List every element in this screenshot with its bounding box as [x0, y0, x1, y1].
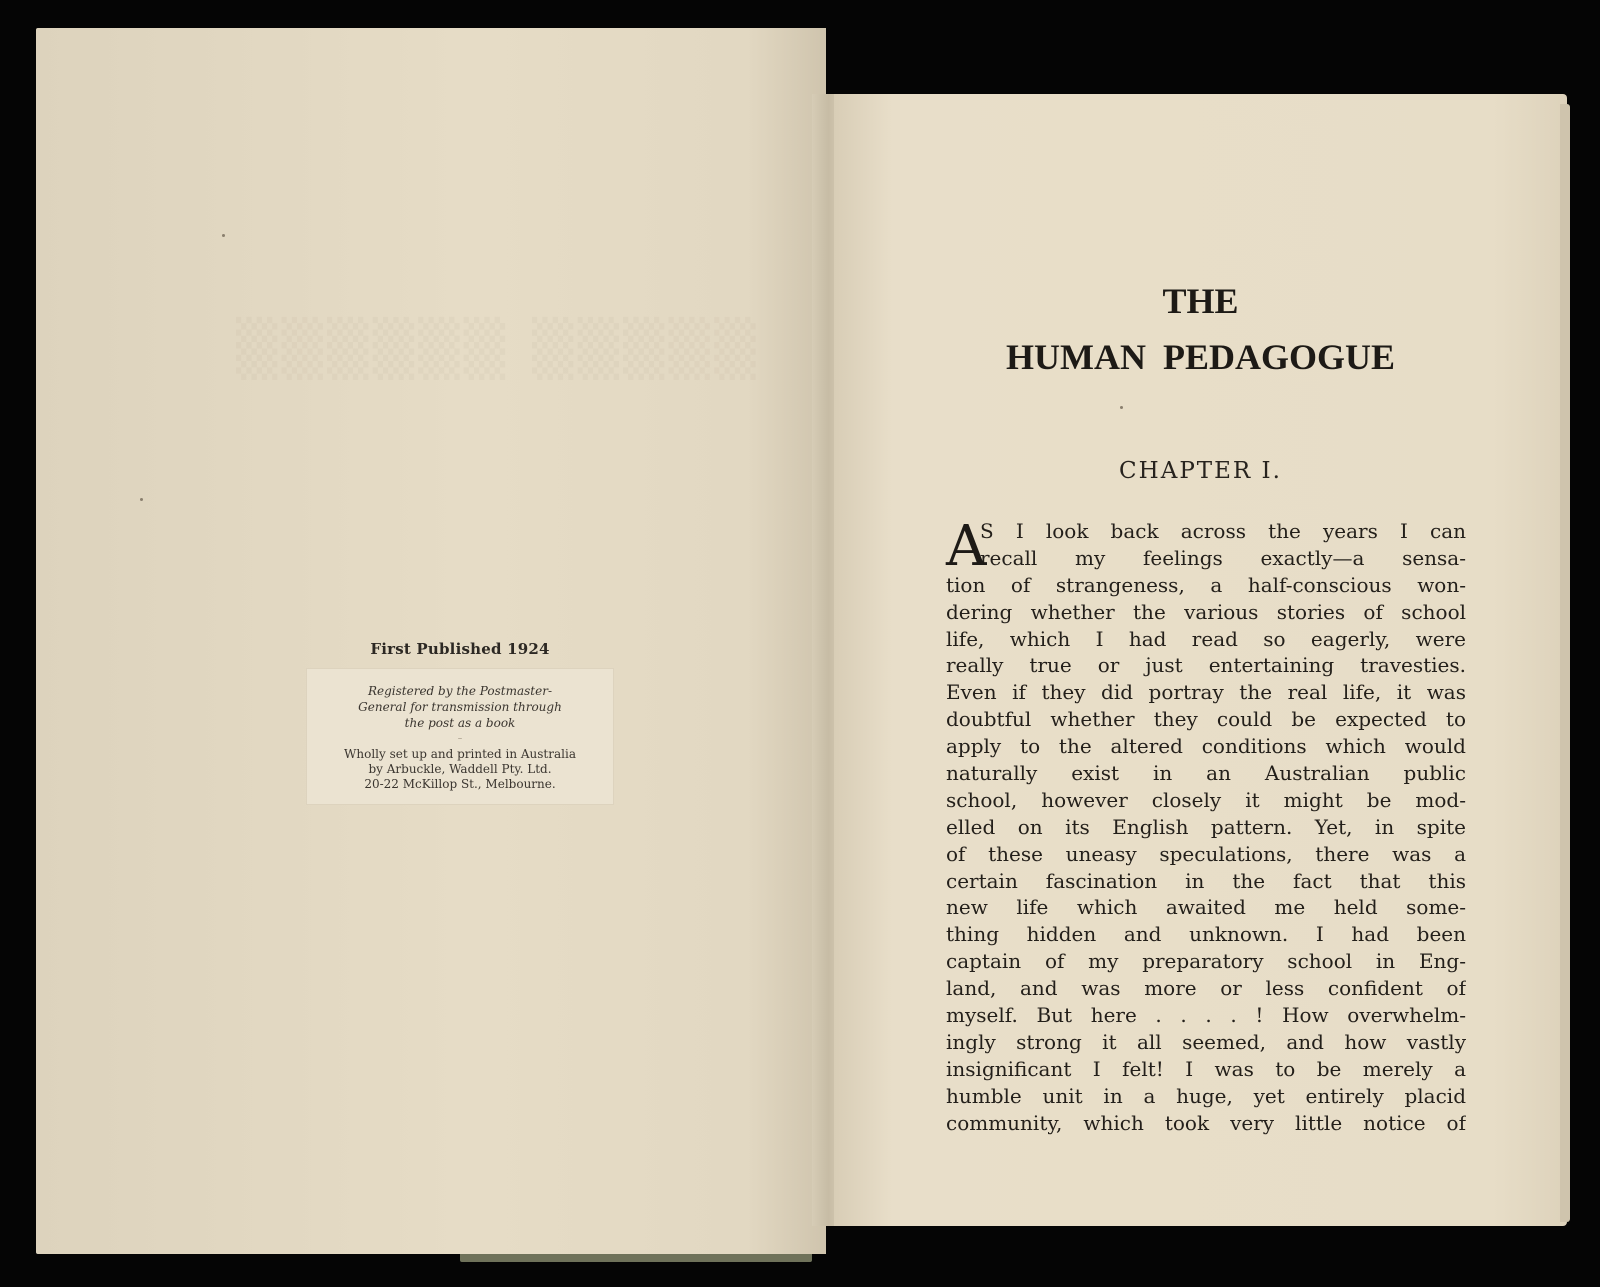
text-line: of these uneasy speculations, there was a	[946, 841, 1466, 866]
text-line: naturally exist in an Australian public	[946, 761, 1466, 786]
page-block-edge	[1560, 104, 1570, 1222]
text-line: recall my feelings exactly—a sensa-	[980, 545, 1466, 570]
text-line: thing hidden and unknown. I had been	[946, 922, 1466, 947]
text-line: community, which took very little notice of	[946, 1110, 1466, 1135]
text-line: insignificant I felt! I was to be merely a	[946, 1056, 1466, 1081]
text-line: new life which awaited me held some-	[946, 895, 1466, 920]
text-line: Even if they did portray the real life, it was	[946, 680, 1466, 705]
text-line: doubtful whether they could be expected to	[946, 707, 1466, 732]
chapter-body-text	[946, 514, 1466, 1136]
printer-label	[306, 668, 614, 805]
text-line: apply to the altered conditions which would	[946, 734, 1466, 759]
paper-speck	[1120, 406, 1123, 409]
text-line: captain of my preparatory school in Eng-	[946, 949, 1466, 974]
paper-speck	[140, 498, 143, 501]
book-title-line-2: HUMAN PEDAGOGUE	[1006, 337, 1395, 377]
text-line: really true or just entertaining travesties.	[946, 653, 1466, 678]
text-line: life, which I had read so eagerly, were	[946, 626, 1466, 651]
text-line: elled on its English pattern. Yet, in spite	[946, 814, 1466, 839]
label-separator: –	[457, 734, 463, 744]
text-line: tion of strangeness, a half-conscious won-	[946, 572, 1466, 597]
drop-cap: A	[946, 514, 987, 579]
imprint-block	[306, 640, 614, 805]
text-line: humble unit in a huge, yet entirely placid	[946, 1083, 1466, 1108]
registration-notice: Registered by the Postmaster- General for transmission through the post as a book	[358, 684, 562, 730]
text-line: school, however closely it might be mod-	[946, 787, 1466, 812]
text-line: dering whether the various stories of school	[946, 599, 1466, 624]
text-line: land, and was more or less confident of	[946, 976, 1466, 1001]
chapter-heading: CHAPTER I.	[1119, 458, 1282, 484]
text-line: ingly strong it all seemed, and how vastly	[946, 1029, 1466, 1054]
text-line: S I look back across the years I can	[980, 519, 1466, 543]
text-line: myself. But here . . . . ! How overwhelm-	[946, 1003, 1466, 1028]
first-published-line: First Published 1924	[370, 640, 550, 658]
show-through-text: ▒▒▒▒▒▒ ▒▒▒▒▒	[236, 316, 760, 380]
printer-credit: Wholly set up and printed in Australia by Arbuckle, Waddell Pty. Ltd. 20-22 McKillop St., Melbourne.	[344, 747, 576, 791]
book-title-line-1: THE	[1162, 281, 1239, 321]
paper-speck	[222, 234, 225, 237]
text-line: certain fascination in the fact that this	[946, 868, 1466, 893]
